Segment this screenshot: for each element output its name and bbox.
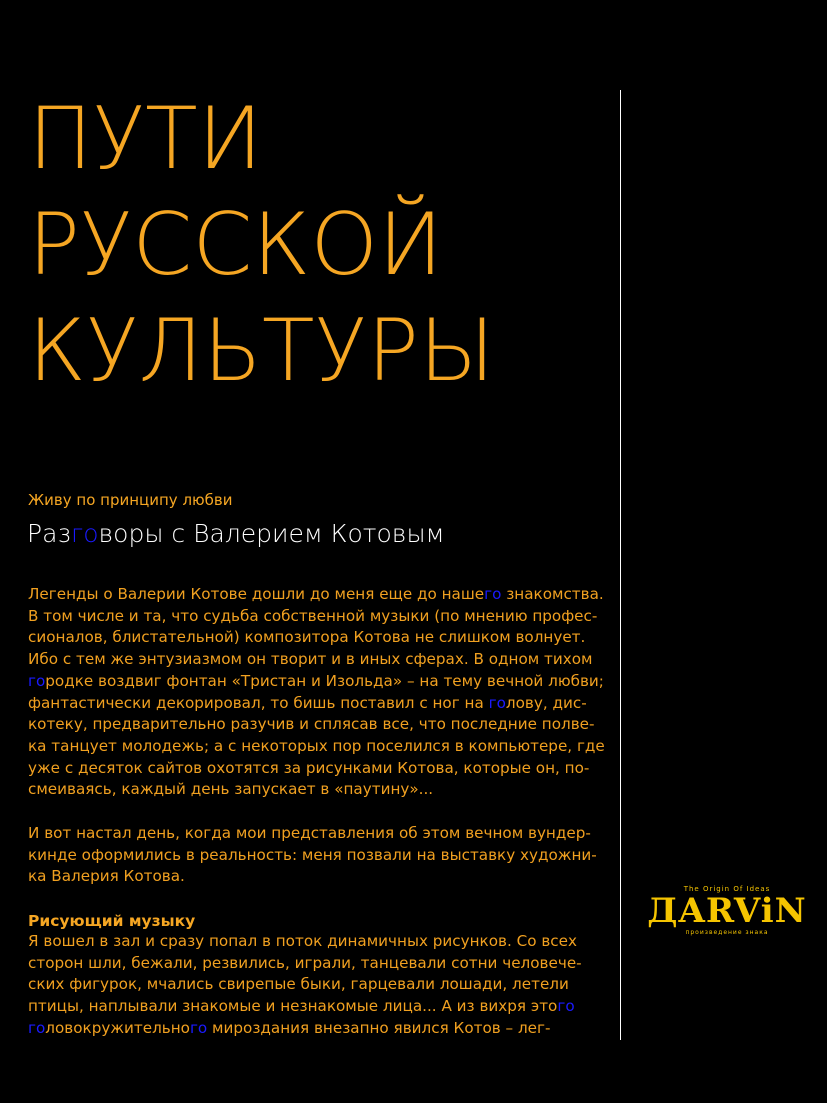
text-line xyxy=(28,693,616,715)
text-highlight: го xyxy=(484,585,502,603)
text-line: Ибо с тем же энтузиазмом он творит и в иных сферах. В одном тихом xyxy=(28,650,593,669)
text-highlight: го xyxy=(189,1018,208,1037)
text-line: уже с десяток сайтов охотятся за рисунками Котова, которые он, по- xyxy=(28,758,590,777)
page-title xyxy=(28,86,495,404)
heading-part-3: воры с Валерием Котовым xyxy=(98,519,445,548)
text-highlight: го xyxy=(557,997,575,1016)
text-span: фантастически декорировал, то бишь поставил с ног на xyxy=(28,693,489,712)
text-line: ских фигурок, мчались свирепые быки, гарцевали лошади, летели xyxy=(28,975,569,994)
article-heading xyxy=(27,518,444,550)
text-line xyxy=(28,671,616,693)
heading-part-1: Раз xyxy=(27,519,71,548)
text-span: Легенды о Валерии Котове дошли до меня еще до наше xyxy=(28,585,485,603)
logo-wordmark: ДARViN xyxy=(647,891,807,931)
title-line-2: РУССКОЙ xyxy=(28,195,443,295)
paragraph-1 xyxy=(28,584,616,801)
paragraph-3 xyxy=(28,931,616,1040)
text-highlight: го xyxy=(28,671,46,690)
text-span: знакомства. xyxy=(501,585,604,603)
text-line: кинде оформились в реальность: меня позвали на выставку художни- xyxy=(28,845,597,864)
text-highlight: го xyxy=(28,1018,46,1037)
text-line xyxy=(28,584,616,606)
logo-subline: произведение знака xyxy=(685,929,769,936)
darvin-logo xyxy=(647,885,807,945)
text-span: ловокружительно xyxy=(45,1018,190,1037)
text-line: И вот настал день, когда мои представления об этом вечном вундер- xyxy=(28,824,591,842)
vertical-divider xyxy=(620,90,621,1040)
text-span: птицы, наплывали знакомые и незнакомые лица... А из вихря это xyxy=(28,997,558,1016)
text-line: смеиваясь, каждый день запускает в «паутину»... xyxy=(28,780,434,799)
text-line xyxy=(28,996,616,1018)
title-line-3: КУЛЬТУРЫ xyxy=(28,301,495,401)
text-line: сторон шли, бежали, резвились, играли, танцевали сотни человече- xyxy=(28,953,582,972)
text-span: мироздания внезапно явился Котов – лег- xyxy=(207,1018,551,1037)
logo-tagline: The Origin Of Ideas xyxy=(683,885,771,893)
text-line: котеку, предварительно разучив и сплясав все, что последние полве- xyxy=(28,715,595,734)
section-heading: Рисующий музыку xyxy=(28,912,196,930)
text-highlight: го xyxy=(488,693,506,712)
text-span: родке воздвиг фонтан «Тристан и Изольда» – на тему вечной любви; xyxy=(45,671,604,690)
text-span: лову, дис- xyxy=(505,693,587,712)
article-subtitle: Живу по принципу любви xyxy=(28,491,233,509)
text-line: сионалов, блистательной) композитора Котова не слишком волнует. xyxy=(28,628,586,647)
text-line: Я вошел в зал и сразу попал в поток динамичных рисунков. Со всех xyxy=(28,932,577,950)
text-line: ка Валерия Котова. xyxy=(28,867,185,886)
text-line: В том числе и та, что судьба собственной музыки (по мнению профес- xyxy=(28,606,598,625)
text-line xyxy=(28,1018,616,1040)
title-line-1: ПУТИ xyxy=(28,89,263,189)
text-line: ка танцует молодежь; а с некоторых пор поселился в компьютере, где xyxy=(28,736,605,755)
paragraph-2 xyxy=(28,823,616,888)
heading-highlight: го xyxy=(70,519,99,548)
